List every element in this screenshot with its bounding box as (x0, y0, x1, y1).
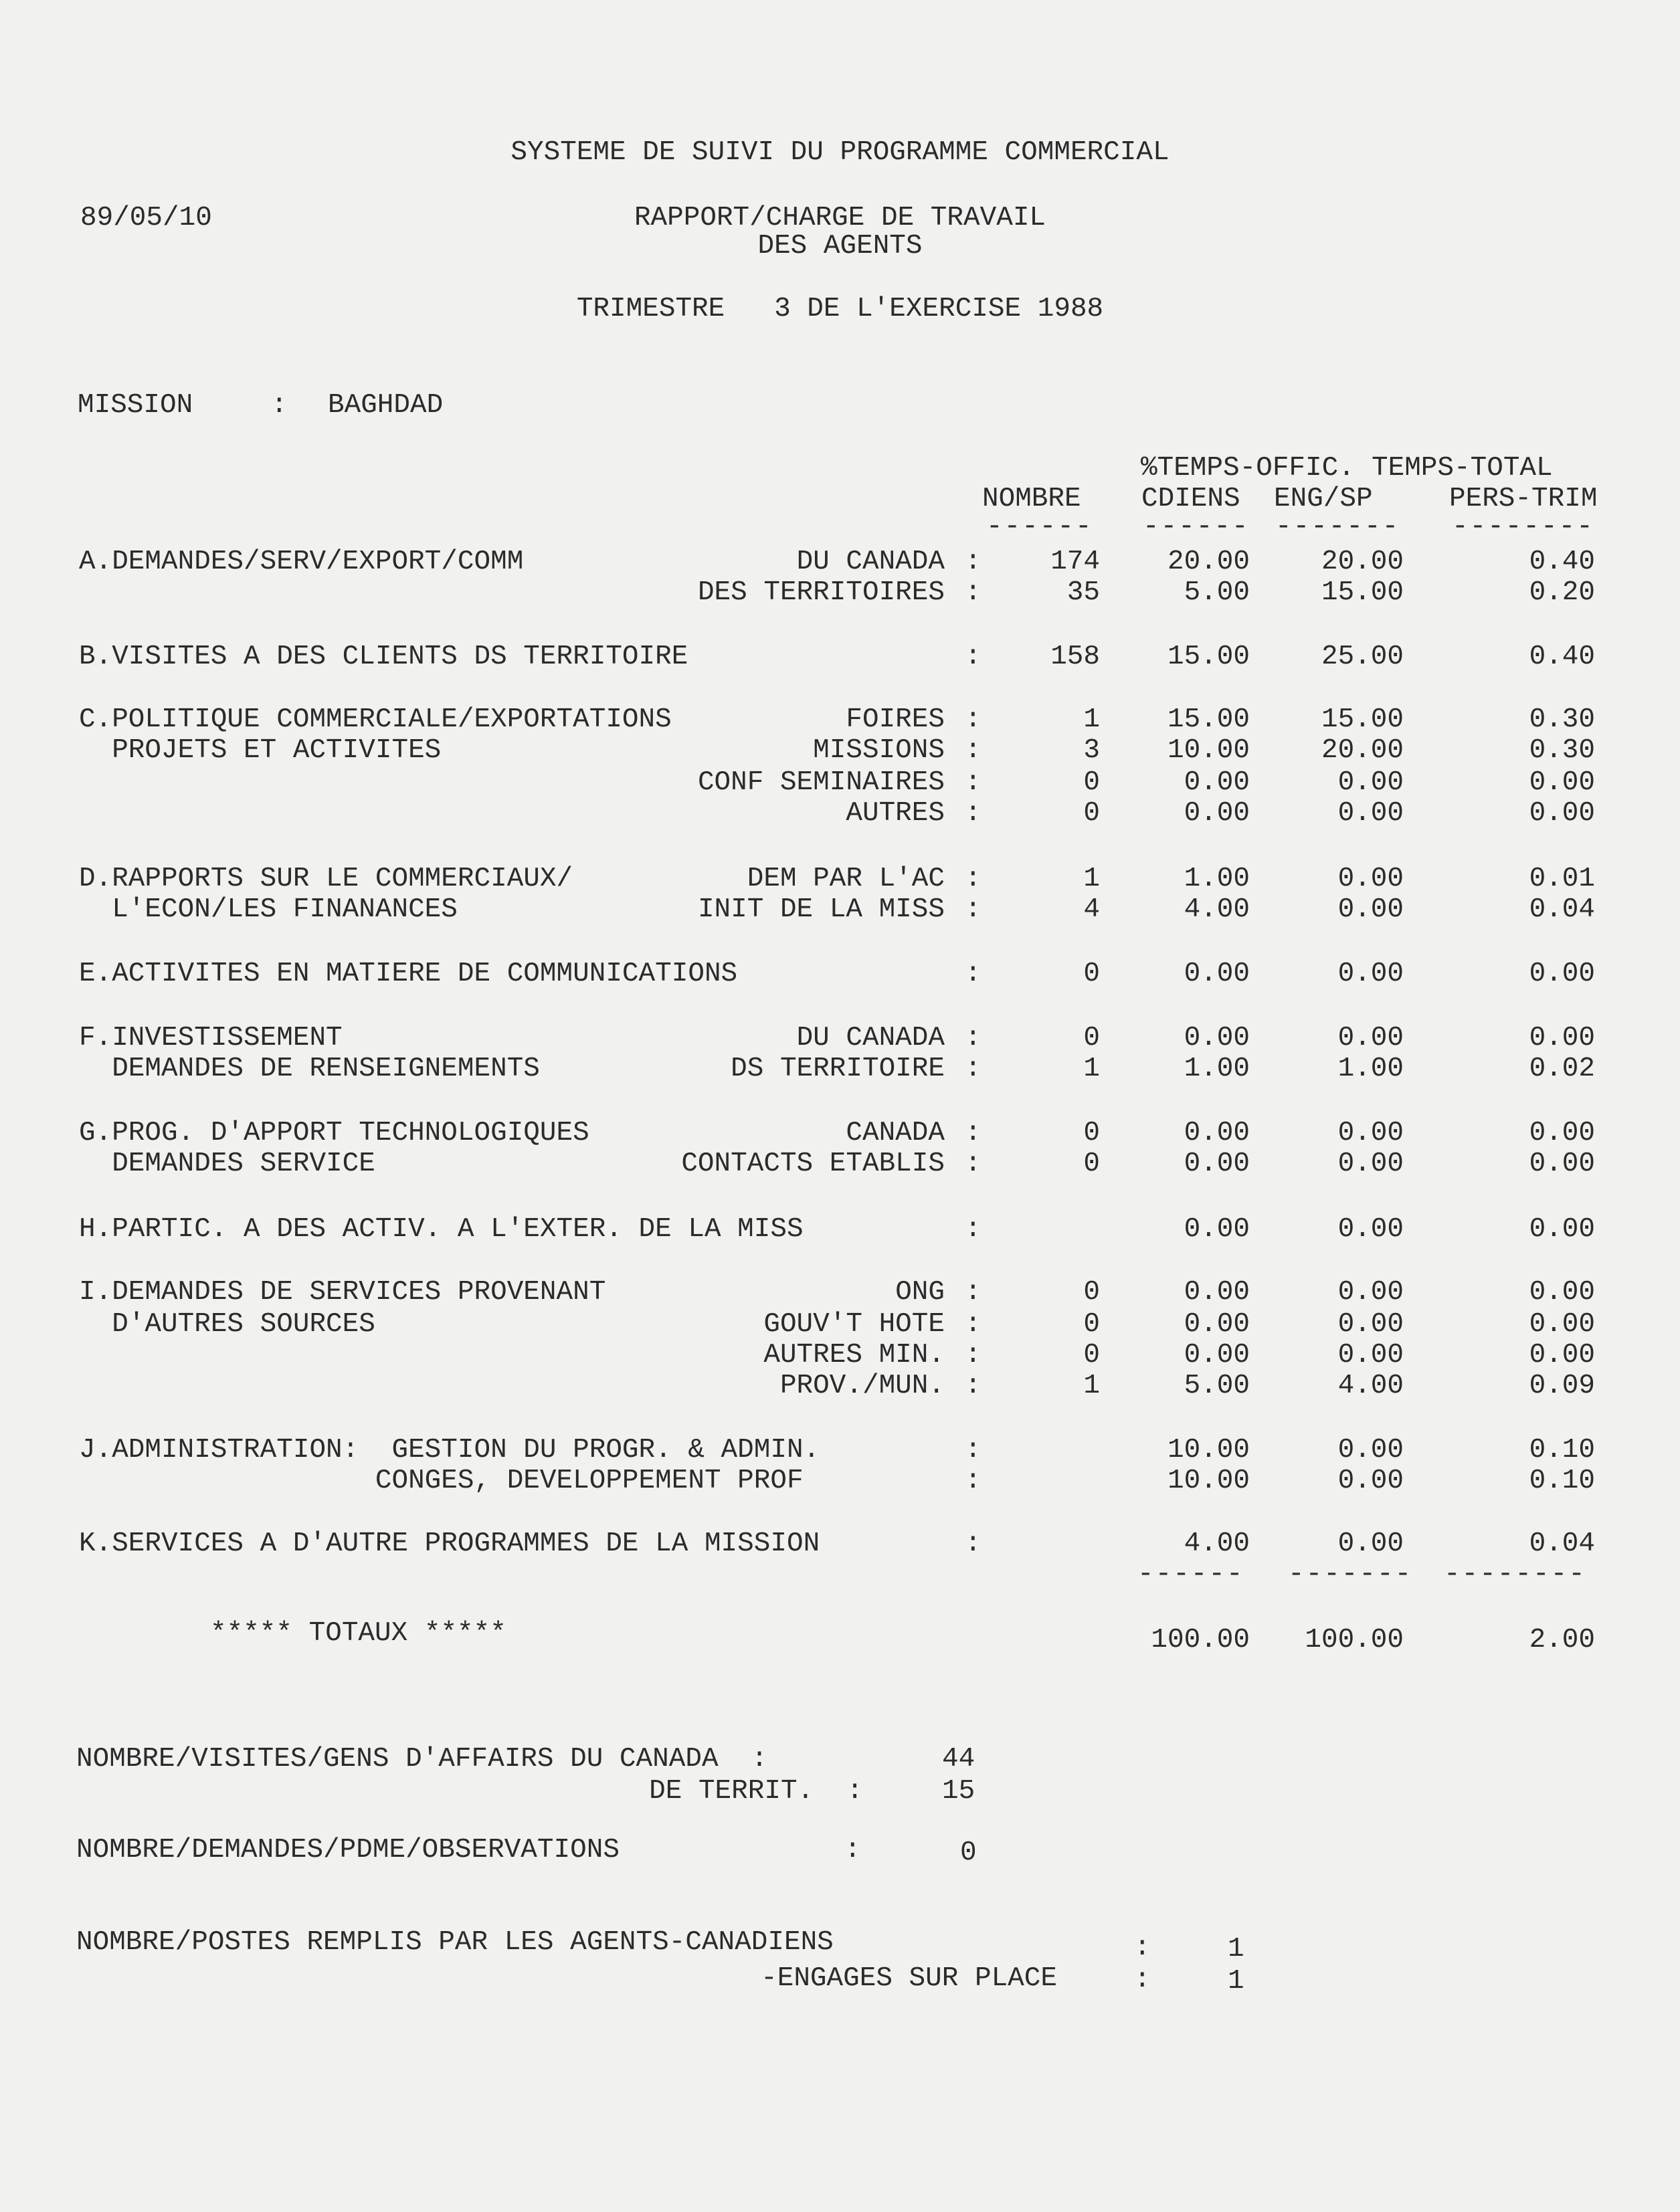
row-sub-label: ONG (895, 1277, 945, 1308)
row-sub-label: AUTRES (846, 798, 945, 829)
row-sub-label: CONTACTS ETABLIS (681, 1148, 945, 1179)
header-temps-total: TEMPS-TOTAL (1372, 453, 1553, 484)
row-nombre: 0 (1083, 1148, 1100, 1179)
row-colon: : (965, 735, 982, 766)
row-left-label: G.PROG. D'APPORT TECHNOLOGIQUES (79, 1118, 589, 1148)
row-left-label: PROJETS ET ACTIVITES (79, 735, 442, 766)
row-cdiens: 0.00 (1184, 959, 1250, 989)
row-left-label: B.VISITES A DES CLIENTS DS TERRITOIRE (79, 641, 688, 672)
report-date: 89/05/10 (80, 203, 212, 233)
row-left-label: DEMANDES DE RENSEIGNEMENTS (79, 1053, 540, 1084)
header-underline-nombre: ------ (986, 512, 1093, 542)
row-left-label: C.POLITIQUE COMMERCIALE/EXPORTATIONS (79, 704, 672, 735)
row-cdiens: 1.00 (1184, 864, 1250, 894)
row-sub-label: MISSIONS (813, 735, 945, 766)
row-eng-sp: 0.00 (1337, 767, 1404, 798)
postes-colon: : (1134, 1932, 1151, 1963)
row-cdiens: 0.00 (1184, 1214, 1250, 1245)
row-colon: : (965, 1528, 982, 1559)
row-cdiens: 0.00 (1184, 1118, 1250, 1148)
row-left-label: CONGES, DEVELOPPEMENT PROF (79, 1466, 804, 1496)
row-eng-sp: 4.00 (1337, 1371, 1404, 1401)
row-eng-sp: 0.00 (1337, 1528, 1404, 1559)
row-cdiens: 0.00 (1184, 1148, 1250, 1179)
row-left-label: J.ADMINISTRATION: GESTION DU PROGR. & ADMIN. (79, 1435, 820, 1466)
row-cdiens: 5.00 (1184, 1371, 1250, 1401)
header-underline-cdiens: ------ (1143, 512, 1250, 542)
row-left-label: D.RAPPORTS SUR LE COMMERCIAUX/ (79, 864, 573, 894)
row-cdiens: 0.00 (1184, 798, 1250, 829)
row-eng-sp: 1.00 (1337, 1053, 1404, 1084)
row-eng-sp: 0.00 (1337, 1118, 1404, 1148)
row-nombre: 0 (1083, 1340, 1100, 1371)
row-nombre: 0 (1083, 1309, 1100, 1340)
row-nombre: 4 (1083, 894, 1100, 925)
row-pers-trim: 0.00 (1529, 1023, 1595, 1053)
row-pers-trim: 0.10 (1529, 1466, 1595, 1496)
totals-label: ***** TOTAUX ***** (210, 1618, 506, 1649)
header-pers-trim: PERS-TRIM (1449, 484, 1598, 514)
row-cdiens: 15.00 (1167, 704, 1250, 735)
row-pers-trim: 0.00 (1529, 1214, 1595, 1245)
row-cdiens: 15.00 (1167, 641, 1250, 672)
row-eng-sp: 25.00 (1321, 641, 1404, 672)
visites-territ-value: 15 (942, 1776, 975, 1807)
row-colon: : (965, 767, 982, 798)
row-sub-label: AUTRES MIN. (763, 1340, 945, 1371)
row-sub-label: DS TERRITOIRE (731, 1053, 945, 1084)
pdme-label: NOMBRE/DEMANDES/PDME/OBSERVATIONS (76, 1835, 620, 1866)
header-underline-pers-trim: -------- (1452, 512, 1594, 542)
row-eng-sp: 0.00 (1337, 864, 1404, 894)
row-nombre: 0 (1083, 798, 1100, 829)
row-sub-label: DU CANADA (796, 1023, 945, 1053)
totals-underline-pers-trim: -------- (1444, 1559, 1586, 1590)
row-pers-trim: 0.00 (1529, 798, 1595, 829)
row-nombre: 0 (1083, 1023, 1100, 1053)
row-colon: : (965, 704, 982, 735)
header-cdiens: CDIENS (1141, 484, 1240, 514)
system-title: SYSTEME DE SUIVI DU PROGRAMME COMMERCIAL (510, 137, 1170, 168)
postes-canadiens-value: 1 (1228, 1934, 1244, 1965)
row-colon: : (965, 959, 982, 989)
row-eng-sp: 0.00 (1337, 1466, 1404, 1496)
row-cdiens: 20.00 (1167, 546, 1250, 577)
row-cdiens: 4.00 (1184, 1528, 1250, 1559)
row-colon: : (965, 1466, 982, 1496)
row-pers-trim: 0.04 (1529, 1528, 1595, 1559)
row-cdiens: 10.00 (1167, 1466, 1250, 1496)
row-left-label: K.SERVICES A D'AUTRE PROGRAMMES DE LA MISSION (79, 1528, 820, 1559)
row-pers-trim: 0.10 (1529, 1435, 1595, 1466)
header-nombre: NOMBRE (982, 484, 1081, 514)
row-eng-sp: 20.00 (1321, 735, 1404, 766)
row-sub-label: DU CANADA (796, 546, 945, 577)
row-colon: : (965, 1435, 982, 1466)
row-colon: : (965, 864, 982, 894)
visites-territ-label: DE TERRIT. : (649, 1776, 863, 1807)
row-nombre: 3 (1083, 735, 1100, 766)
row-eng-sp: 15.00 (1321, 577, 1404, 608)
row-nombre: 158 (1050, 641, 1100, 672)
row-left-label: E.ACTIVITES EN MATIERE DE COMMUNICATIONS (79, 959, 738, 989)
row-left-label: D'AUTRES SOURCES (79, 1309, 375, 1340)
row-pers-trim: 0.30 (1529, 704, 1595, 735)
postes-engages-value: 1 (1228, 1966, 1244, 1997)
row-eng-sp: 15.00 (1321, 704, 1404, 735)
row-eng-sp: 0.00 (1337, 894, 1404, 925)
row-sub-label: INIT DE LA MISS (697, 894, 945, 925)
row-eng-sp: 0.00 (1337, 1214, 1404, 1245)
row-colon: : (965, 894, 982, 925)
row-nombre: 0 (1083, 959, 1100, 989)
header-underline-eng-sp: ------- (1275, 512, 1400, 542)
row-nombre: 174 (1050, 546, 1100, 577)
pdme-value: 0 (960, 1837, 977, 1868)
row-pers-trim: 0.00 (1529, 1277, 1595, 1308)
row-colon: : (965, 1118, 982, 1148)
row-sub-label: FOIRES (846, 704, 945, 735)
row-left-label: F.INVESTISSEMENT (79, 1023, 343, 1053)
row-sub-label: GOUV'T HOTE (763, 1309, 945, 1340)
row-eng-sp: 0.00 (1337, 798, 1404, 829)
mission-separator: : (271, 390, 288, 421)
row-eng-sp: 0.00 (1337, 959, 1404, 989)
row-colon: : (965, 1277, 982, 1308)
row-cdiens: 5.00 (1184, 577, 1250, 608)
row-cdiens: 0.00 (1184, 1340, 1250, 1371)
row-sub-label: DEM PAR L'AC (747, 864, 945, 894)
mission-value: BAGHDAD (328, 390, 444, 421)
report-period: TRIMESTRE 3 DE L'EXERCISE 1988 (576, 294, 1104, 324)
engages-label: -ENGAGES SUR PLACE (761, 1963, 1057, 1994)
totals-underline-eng-sp: ------- (1288, 1559, 1413, 1590)
row-nombre: 1 (1083, 1053, 1100, 1084)
row-pers-trim: 0.02 (1529, 1053, 1595, 1084)
row-eng-sp: 0.00 (1337, 1340, 1404, 1371)
row-colon: : (965, 798, 982, 829)
row-colon: : (965, 1309, 982, 1340)
header-pct-temps-offic: %TEMPS-OFFIC. (1141, 453, 1355, 484)
row-cdiens: 1.00 (1184, 1053, 1250, 1084)
row-pers-trim: 0.40 (1529, 641, 1595, 672)
row-colon: : (965, 641, 982, 672)
totals-underline-cdiens: ------ (1137, 1559, 1244, 1590)
row-cdiens: 0.00 (1184, 1277, 1250, 1308)
row-colon: : (965, 577, 982, 608)
row-eng-sp: 20.00 (1321, 546, 1404, 577)
row-left-label: A.DEMANDES/SERV/EXPORT/COMM (79, 546, 524, 577)
row-cdiens: 10.00 (1167, 735, 1250, 766)
row-colon: : (965, 1053, 982, 1084)
row-left-label: DEMANDES SERVICE (79, 1148, 375, 1179)
row-pers-trim: 0.00 (1529, 1340, 1595, 1371)
mission-label: MISSION (78, 390, 193, 421)
row-colon: : (965, 1214, 982, 1245)
pdme-colon: : (844, 1835, 861, 1866)
row-sub-label: DES TERRITOIRES (697, 577, 945, 608)
row-eng-sp: 0.00 (1337, 1435, 1404, 1466)
row-nombre: 1 (1083, 704, 1100, 735)
visites-canada-label: NOMBRE/VISITES/GENS D'AFFAIRS DU CANADA : (76, 1744, 768, 1775)
row-pers-trim: 0.00 (1529, 1118, 1595, 1148)
row-pers-trim: 0.30 (1529, 735, 1595, 766)
row-cdiens: 10.00 (1167, 1435, 1250, 1466)
row-pers-trim: 0.04 (1529, 894, 1595, 925)
row-cdiens: 4.00 (1184, 894, 1250, 925)
row-sub-label: CANADA (846, 1118, 945, 1148)
row-sub-label: PROV./MUN. (779, 1371, 945, 1401)
row-nombre: 35 (1066, 577, 1100, 608)
row-cdiens: 0.00 (1184, 1023, 1250, 1053)
row-nombre: 1 (1083, 864, 1100, 894)
row-left-label: H.PARTIC. A DES ACTIV. A L'EXTER. DE LA MISS (79, 1214, 804, 1245)
row-colon: : (965, 1148, 982, 1179)
totals-eng-sp: 100.00 (1305, 1625, 1404, 1655)
row-sub-label: CONF SEMINAIRES (697, 767, 945, 798)
engages-colon: : (1134, 1965, 1151, 1995)
row-cdiens: 0.00 (1184, 1309, 1250, 1340)
totals-pers-trim: 2.00 (1529, 1625, 1595, 1655)
row-pers-trim: 0.20 (1529, 577, 1595, 608)
row-eng-sp: 0.00 (1337, 1148, 1404, 1179)
row-pers-trim: 0.00 (1529, 767, 1595, 798)
row-nombre: 0 (1083, 1277, 1100, 1308)
row-pers-trim: 0.40 (1529, 546, 1595, 577)
row-pers-trim: 0.09 (1529, 1371, 1595, 1401)
row-nombre: 1 (1083, 1371, 1100, 1401)
row-pers-trim: 0.00 (1529, 1148, 1595, 1179)
row-colon: : (965, 1023, 982, 1053)
totals-cdiens: 100.00 (1151, 1625, 1250, 1655)
report-title-line-1: RAPPORT/CHARGE DE TRAVAIL (634, 203, 1046, 233)
row-pers-trim: 0.01 (1529, 864, 1595, 894)
row-left-label: I.DEMANDES DE SERVICES PROVENANT (79, 1277, 606, 1308)
row-colon: : (965, 1371, 982, 1401)
row-eng-sp: 0.00 (1337, 1023, 1404, 1053)
visites-canada-value: 44 (942, 1744, 975, 1775)
row-pers-trim: 0.00 (1529, 1309, 1595, 1340)
postes-label: NOMBRE/POSTES REMPLIS PAR LES AGENTS-CANADIENS (76, 1927, 834, 1958)
row-pers-trim: 0.00 (1529, 959, 1595, 989)
row-eng-sp: 0.00 (1337, 1277, 1404, 1308)
row-left-label: L'ECON/LES FINANANCES (79, 894, 458, 925)
row-nombre: 0 (1083, 767, 1100, 798)
header-eng-sp: ENG/SP (1274, 484, 1373, 514)
row-cdiens: 0.00 (1184, 767, 1250, 798)
row-colon: : (965, 1340, 982, 1371)
row-nombre: 0 (1083, 1118, 1100, 1148)
row-colon: : (965, 546, 982, 577)
row-eng-sp: 0.00 (1337, 1309, 1404, 1340)
report-title-line-2: DES AGENTS (757, 231, 923, 262)
